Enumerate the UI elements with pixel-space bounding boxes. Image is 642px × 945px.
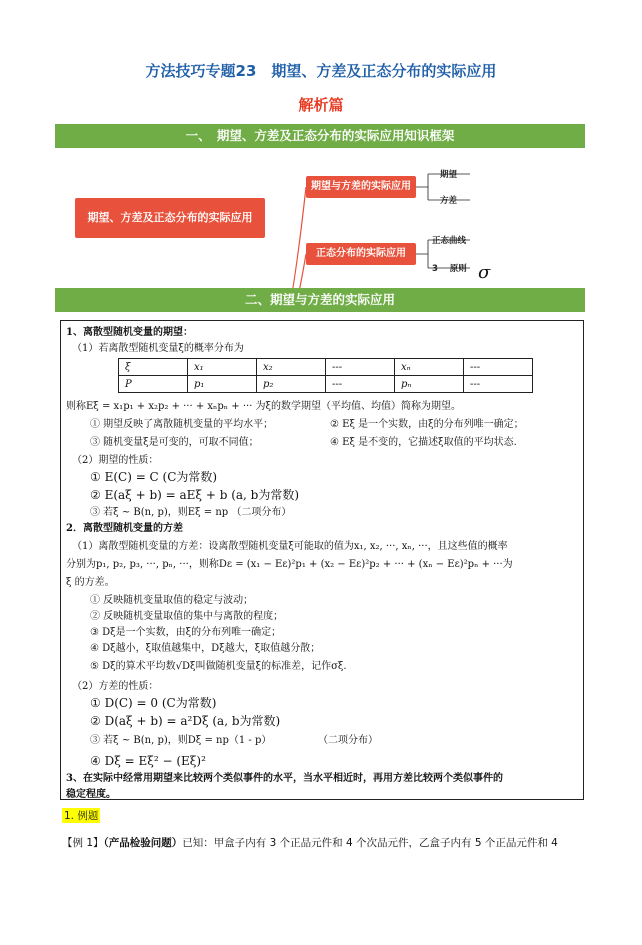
variance-note-5: ⑤ Dξ的算术平均数√Dξ叫做随机变量ξ的标准差，记作σξ. [90, 661, 347, 672]
section-heading-2: 二、期望与方差的实际应用 [55, 288, 585, 312]
mindmap-root: 期望、方差及正态分布的实际应用 [75, 198, 265, 238]
leaf-normal-curve: 正态曲线 [432, 236, 467, 246]
table-cell: x₁ [188, 359, 257, 376]
leaf-expectation: 期望 [440, 170, 458, 180]
table-cell: ξ [119, 359, 188, 376]
variance-note-3: ③ Dξ是一个实数，由ξ的分布列唯一确定； [90, 627, 282, 638]
variance-property-4: ④ Dξ = Eξ² − (Eξ)² [90, 754, 206, 768]
expectation-property-3: ③ 若ξ ~ B(n, p)，则Eξ = np （二项分布） [90, 507, 292, 518]
distribution-table [118, 358, 533, 393]
expectation-note-4: ④ Eξ 是不变的，它描述ξ取值的平均状态. [330, 437, 517, 448]
variance-property-3: ③ 若ξ ~ B(n, p)，则Dξ = np（1 - p） [90, 735, 272, 746]
expectation-sub2: （2）期望的性质： [72, 455, 159, 466]
table-row [119, 376, 533, 393]
variance-note-2: ② 反映随机变量取值的集中与离散的程度； [90, 611, 284, 622]
example-tag: （产品检验问题） [103, 837, 183, 849]
expectation-note-1: ① 期望反映了离散随机变量的平均水平； [90, 419, 274, 430]
expectation-sub1: （1）若离散型随机变量ξ的概率分布为 [72, 343, 244, 354]
table-cell: P [119, 376, 188, 393]
variance-sub2: （2）方差的性质： [72, 681, 159, 692]
table-cell: p₁ [188, 376, 257, 393]
example-body: 已知：甲盒子内有 3 个正品元件和 4 个次品元件，乙盒子内有 5 个正品元件和 4 [182, 837, 558, 849]
table-cell: --- [326, 376, 395, 393]
expectation-property-2: ② E(aξ + b) = aEξ + b (a, b为常数) [90, 488, 300, 502]
document-subtitle: 解析篇 [298, 96, 344, 114]
sigma-symbol: σ [478, 262, 491, 283]
connector-root-a [265, 187, 306, 290]
variance-note-1: ① 反映随机变量取值的稳定与波动； [90, 595, 254, 606]
section-heading-1: 一、 期望、方差及正态分布的实际应用知识框架 [55, 124, 585, 148]
table-cell: --- [464, 376, 533, 393]
table-cell: --- [326, 359, 395, 376]
mindmap-branch-normal: 正态分布的实际应用 [306, 243, 416, 265]
expectation-note-2: ② Eξ 是一个实数，由ξ的分布列唯一确定； [330, 419, 524, 430]
leaf-three-sigma-text: 原则 [449, 264, 467, 274]
expectation-heading: 1、离散型随机变量的期望： [66, 327, 193, 338]
variance-note-4: ④ Dξ越小，ξ取值越集中，Dξ越大，ξ取值越分散； [90, 643, 321, 654]
table-cell: pₙ [395, 376, 464, 393]
variance-property-1: ① D(C) = 0 (C为常数) [90, 696, 217, 710]
expectation-note-3: ③ 随机变量ξ是可变的，可取不同值； [90, 437, 259, 448]
variance-definition-3: ξ 的方差。 [66, 577, 115, 588]
table-row [119, 359, 533, 376]
variance-property-3-tag: （二项分布） [318, 735, 378, 746]
example-number: 【例 1】 [62, 837, 104, 849]
table-cell: --- [464, 359, 533, 376]
example-1-text [62, 835, 558, 850]
variance-definition-2: 分别为p₁, p₂, p₃, ···, pₙ, ···，则称Dε = (x₁ − Eε)²p₁ + (x₂ − Eε)²p₂ + ··· + (xₙ − Eε)²pₙ + ···为 [66, 559, 513, 570]
table-cell: p₂ [257, 376, 326, 393]
leaf-three-sigma [432, 262, 467, 274]
variance-property-2: ② D(aξ + b) = a²Dξ (a, b为常数) [90, 714, 281, 728]
table-cell: xₙ [395, 359, 464, 376]
comparison-note-1: 3、在实际中经常用期望来比较两个类似事件的水平，当水平相近时，再用方差比较两个类似事件的 [66, 773, 503, 784]
expectation-definition: 则称Eξ = x₁p₁ + x₂p₂ + ··· + xₙpₙ + ··· 为ξ的数学期望（平均值、均值）简称为期望。 [66, 401, 462, 412]
leaf-variance: 方差 [440, 196, 458, 206]
variance-definition-1: （1）离散型随机变量的方差：设离散型随机变量ξ可能取的值为x₁, x₂, ···, xₙ, ···，且这些值的概率 [72, 541, 508, 552]
variance-heading: 2．离散型随机变量的方差 [66, 523, 183, 534]
expectation-property-1: ① E(C) = C (C为常数) [90, 470, 218, 484]
connector-root-b [265, 254, 306, 290]
mindmap-branch-expectation: 期望与方差的实际应用 [306, 176, 416, 198]
leaf-three-sigma-num: 3 [432, 264, 438, 274]
example-section-label: 1. 例题 [64, 810, 99, 822]
comparison-note-2: 稳定程度。 [66, 789, 116, 800]
table-cell: x₂ [257, 359, 326, 376]
document-title: 方法技巧专题23 期望、方差及正态分布的实际应用 [145, 62, 497, 80]
